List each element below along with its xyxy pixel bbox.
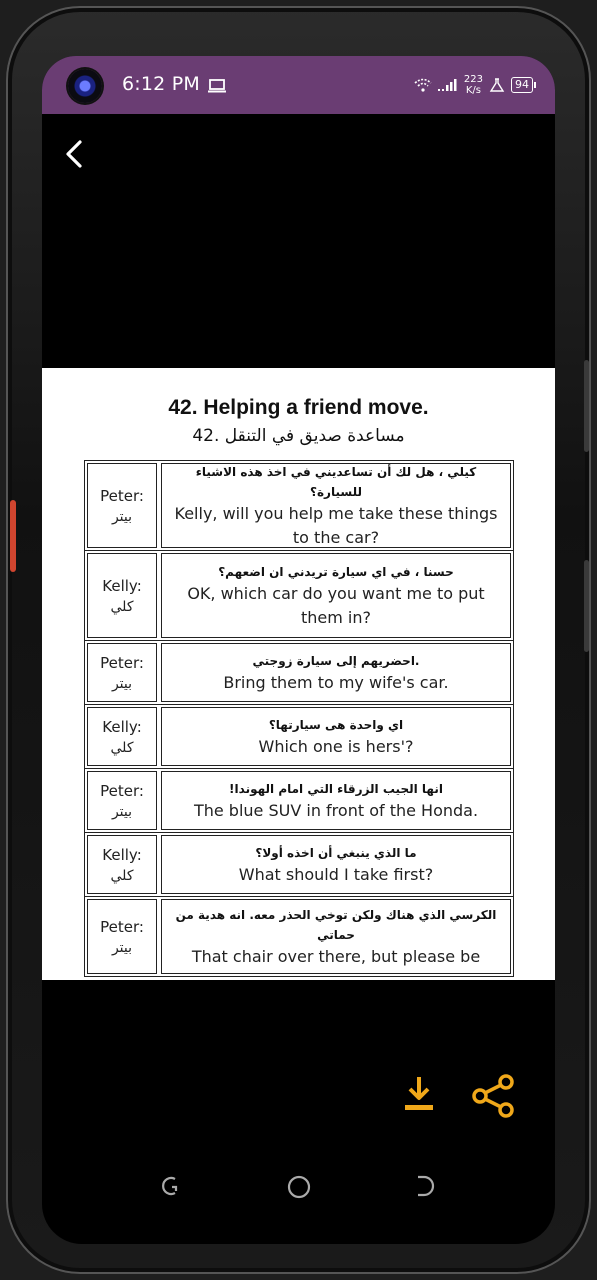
line-english: Kelly, will you help me take these things to the car?: [174, 503, 498, 547]
flask-icon: [489, 78, 505, 92]
speaker-cell: [87, 707, 157, 766]
line-arabic: حسنا ، في اي سيارة تريدني ان اضعهم؟: [218, 564, 454, 579]
speaker-name: Peter:: [100, 917, 144, 936]
speaker-cell: [87, 899, 157, 974]
status-time: 6:12 PM: [122, 73, 200, 95]
speaker-cell: [87, 463, 157, 548]
line-english: OK, which car do you want me to put them in?: [187, 583, 485, 627]
battery-indicator: 94: [511, 77, 533, 93]
dialogue-table: [84, 460, 514, 977]
lesson-title-arabic: مساعدة صديق في التنقل .42: [192, 426, 405, 446]
laptop-icon: [207, 78, 227, 94]
speaker-name: Peter:: [100, 781, 144, 800]
dialogue-row: [85, 641, 513, 705]
volume-down-button: [584, 560, 589, 652]
dialogue-row: [85, 769, 513, 833]
speaker-cell: [87, 643, 157, 702]
chevron-left-icon[interactable]: [62, 136, 86, 172]
line-cell: [161, 771, 511, 830]
back-nav-icon[interactable]: [414, 1174, 436, 1198]
speaker-cell: [87, 553, 157, 638]
status-bar: [42, 56, 555, 114]
volume-up-button: [584, 360, 589, 452]
line-english: Bring them to my wife's car.: [223, 672, 449, 692]
line-cell: [161, 835, 511, 894]
line-cell: [161, 707, 511, 766]
speaker-cell: [87, 771, 157, 830]
status-icons: [414, 70, 533, 100]
power-button: [10, 500, 16, 572]
line-arabic: اي واحدة هى سيارتها؟: [268, 717, 404, 732]
speaker-name-arabic: كلي: [110, 867, 134, 884]
share-icon[interactable]: [470, 1074, 516, 1118]
speaker-name-arabic: بيتر: [111, 939, 133, 956]
document-page[interactable]: [42, 368, 555, 980]
speaker-name-arabic: بيتر: [111, 803, 133, 820]
recent-apps-icon[interactable]: [158, 1174, 180, 1198]
network-speed-unit: K/s: [465, 85, 482, 96]
dialogue-row: [85, 897, 513, 977]
line-arabic: .احضريهم إلى سيارة زوجتي: [252, 653, 420, 668]
line-arabic: ما الذي ينبغي أن اخذه أولا؟: [255, 845, 417, 860]
speaker-name-arabic: بيتر: [111, 508, 133, 525]
line-arabic: انها الجيب الزرقاء التي امام الهوندا!: [229, 781, 443, 796]
speaker-name: Kelly:: [102, 576, 142, 595]
line-cell: [161, 643, 511, 702]
dialogue-row: [85, 461, 513, 551]
line-english: The blue SUV in front of the Honda.: [193, 800, 479, 820]
line-english: What should I take first?: [238, 864, 434, 884]
download-icon[interactable]: [402, 1074, 436, 1114]
speaker-name-arabic: بيتر: [111, 675, 133, 692]
line-cell: [161, 899, 511, 974]
line-english: Which one is hers'?: [258, 736, 414, 756]
line-cell: [161, 463, 511, 548]
screen: [42, 56, 555, 1244]
network-speed: [464, 74, 483, 96]
signal-icon: [438, 78, 458, 92]
speaker-name: Peter:: [100, 486, 144, 505]
speaker-cell: [87, 835, 157, 894]
line-cell: [161, 553, 511, 638]
dialogue-row: [85, 551, 513, 641]
network-speed-value: 223: [463, 74, 483, 85]
speaker-name: Kelly:: [102, 717, 142, 736]
speaker-name: Kelly:: [102, 845, 142, 864]
dialogue-row: [85, 705, 513, 769]
line-arabic: كيلي ، هل لك أن تساعديني في اخذ هذه الاشياء للسيارة؟: [195, 464, 477, 499]
dialogue-row: [85, 833, 513, 897]
line-english: That chair over there, but please be: [191, 946, 481, 966]
speaker-name-arabic: كلي: [110, 598, 134, 615]
home-icon[interactable]: [286, 1174, 312, 1200]
wifi-icon: [414, 78, 432, 92]
lesson-title: 42. Helping a friend move.: [168, 396, 429, 419]
speaker-name-arabic: كلي: [110, 739, 134, 756]
front-camera-icon: [68, 69, 102, 103]
speaker-name: Peter:: [100, 653, 144, 672]
line-arabic: الكرسي الذي هناك ولكن توخي الحذر معه. انه هدية من حماتي: [175, 907, 497, 942]
navigation-bar: [42, 1156, 555, 1216]
